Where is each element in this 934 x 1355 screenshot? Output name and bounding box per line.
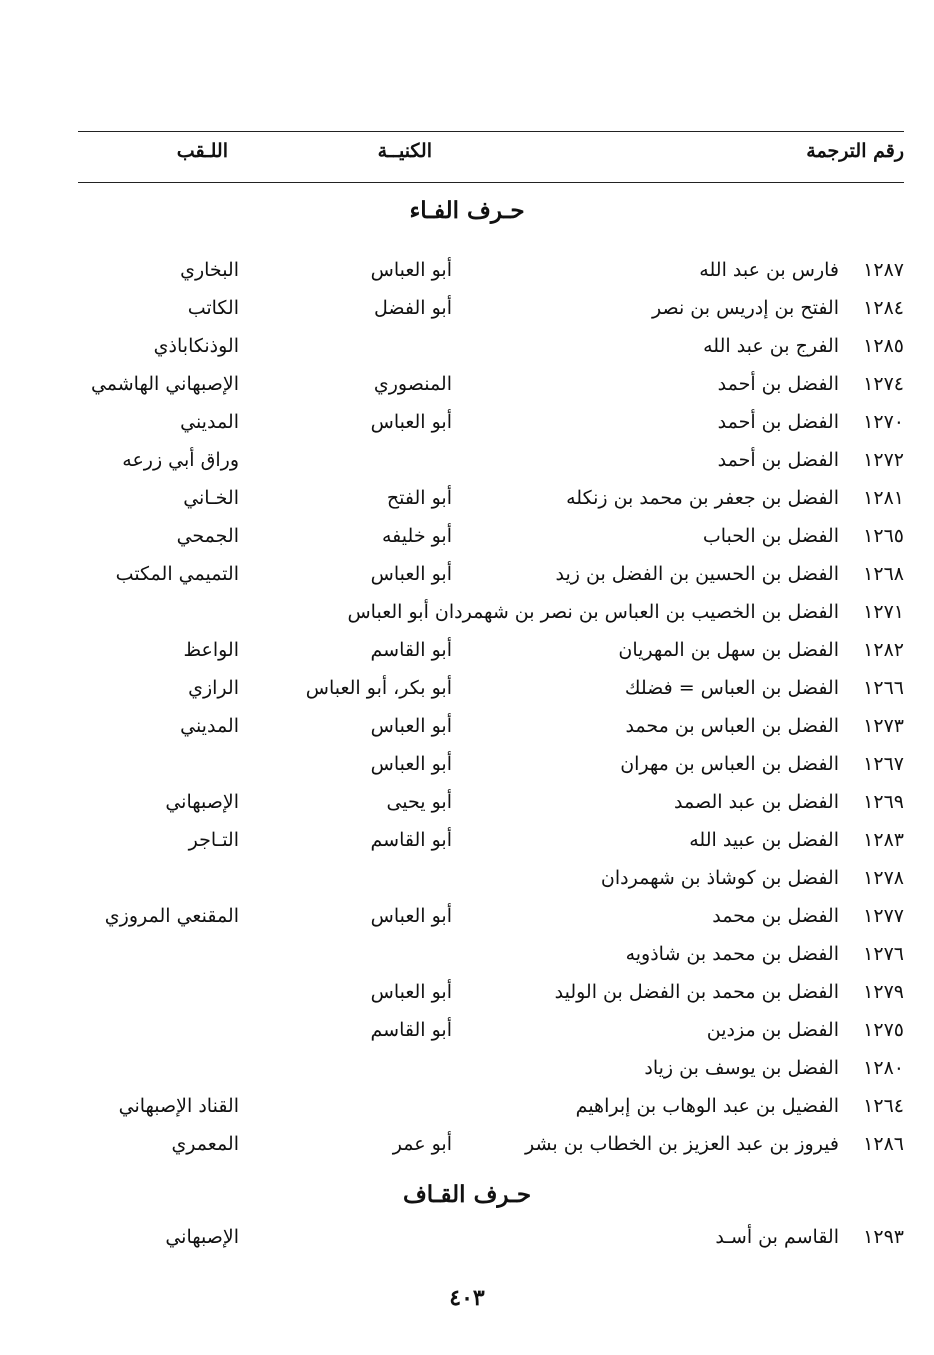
entry-kunya: أبو العباس xyxy=(370,753,452,775)
header-bottom-rule xyxy=(78,182,904,183)
entry-number: ١٢٨٢ xyxy=(863,639,904,661)
entry-laqab: البخاري xyxy=(180,259,239,281)
entry-kunya: أبو القاسم xyxy=(370,1019,452,1041)
entry-name: الفضل بن أحمد xyxy=(717,373,839,395)
entry-number: ١٢٨٦ xyxy=(863,1133,904,1155)
entry-number: ١٢٧٠ xyxy=(863,411,904,433)
entry-kunya: أبو القاسم xyxy=(370,639,452,661)
entry-kunya: أبو العباس xyxy=(370,981,452,1003)
entry-laqab: الكاتب xyxy=(187,297,239,319)
entry-name: الفرج بن عبد الله xyxy=(703,335,839,357)
entry-name: الفضل بن أحمد xyxy=(717,449,839,471)
entry-number: ١٢٧٥ xyxy=(863,1019,904,1041)
entry-kunya: أبو العباس xyxy=(370,563,452,585)
entry-name: الفضل بن مزدين xyxy=(706,1019,839,1041)
entry-laqab: وراق أبي زرعه xyxy=(122,449,239,471)
entry-number: ١٢٦٨ xyxy=(863,563,904,585)
entry-number: ١٢٧٨ xyxy=(863,867,904,889)
entry-name: الفضل بن محمد xyxy=(712,905,839,927)
page-number: ٤٠٣ xyxy=(449,1285,485,1311)
section-title: حـرف القـاف xyxy=(402,1181,532,1208)
entry-kunya: أبو عمر xyxy=(392,1133,452,1155)
entry-name: الفضل بن الحسين بن الفضل بن زيد xyxy=(555,563,839,585)
entry-number: ١٢٨٧ xyxy=(863,259,904,281)
entry-name: فارس بن عبد الله xyxy=(699,259,839,281)
entry-number: ١٢٨٥ xyxy=(863,335,904,357)
entry-name: الفضل بن الخصيب بن العباس بن نصر بن شهمردان أبو العباس xyxy=(347,601,839,623)
entry-laqab: المديني xyxy=(180,411,239,433)
entry-laqab: المديني xyxy=(180,715,239,737)
entry-number: ١٢٦٦ xyxy=(863,677,904,699)
entry-number: ١٢٦٥ xyxy=(863,525,904,547)
entry-number: ١٢٨٤ xyxy=(863,297,904,319)
entry-name: الفضل بن العباس = فضلك xyxy=(624,677,839,699)
entry-name: الفضل بن عبيد الله xyxy=(689,829,839,851)
entry-number: ١٢٧٩ xyxy=(863,981,904,1003)
entry-laqab: الإصبهاني xyxy=(165,791,239,813)
entry-name: الفضل بن كوشاذ بن شهمردان xyxy=(600,867,839,889)
entry-laqab: الجمحي xyxy=(176,525,239,547)
entry-laqab: التميمي المكتب xyxy=(115,563,239,585)
entry-kunya: أبو العباس xyxy=(370,259,452,281)
entry-name: الفضل بن الحباب xyxy=(702,525,839,547)
entry-name: الفضل بن محمد بن الفضل بن الوليد xyxy=(554,981,839,1003)
entry-kunya: أبو الفضل xyxy=(374,297,452,319)
entry-kunya: أبو القاسم xyxy=(370,829,452,851)
entry-kunya: أبو خليفه xyxy=(382,525,452,547)
header-top-rule xyxy=(78,131,904,132)
entry-name: الفضل بن محمد بن شاذويه xyxy=(625,943,839,965)
entry-name: الفضل بن عبد الصمد xyxy=(674,791,839,813)
entry-name: الفتح بن إدريس بن نصر xyxy=(651,297,839,319)
entry-number: ١٢٨١ xyxy=(863,487,904,509)
header-col-number: رقم الترجمة xyxy=(806,140,904,162)
entry-number: ١٢٦٧ xyxy=(863,753,904,775)
entry-kunya: أبو العباس xyxy=(370,411,452,433)
entry-laqab: الإصبهاني xyxy=(165,1226,239,1248)
entry-laqab: الواعظ xyxy=(183,639,239,661)
entry-laqab: الخـاني xyxy=(183,487,239,509)
section-title: حـرف الفـاء xyxy=(409,197,525,224)
entry-kunya: أبو العباس xyxy=(370,905,452,927)
header-col-kunya: الكنيــة xyxy=(377,140,432,162)
entry-laqab: المعمري xyxy=(171,1133,239,1155)
entry-number: ١٢٦٤ xyxy=(863,1095,904,1117)
entry-number: ١٢٧٦ xyxy=(863,943,904,965)
entry-kunya: أبو العباس xyxy=(370,715,452,737)
entry-laqab: القناد الإصبهاني xyxy=(118,1095,239,1117)
entry-name: الفضل بن العباس بن محمد xyxy=(625,715,839,737)
entry-name: الفضيل بن عبد الوهاب بن إبراهيم xyxy=(575,1095,839,1117)
entry-kunya: المنصوري xyxy=(373,373,452,395)
entry-name: فيروز بن عبد العزيز بن الخطاب بن بشر xyxy=(524,1133,839,1155)
entry-number: ١٢٨٣ xyxy=(863,829,904,851)
entry-laqab: المقنعي المروزي xyxy=(104,905,239,927)
entry-laqab: الوذنكاباذي xyxy=(153,335,239,357)
entry-name: الفضل بن سهل بن المهريان xyxy=(618,639,839,661)
entry-name: الفضل بن أحمد xyxy=(717,411,839,433)
entry-number: ١٢٩٣ xyxy=(863,1226,904,1248)
entry-kunya: أبو يحيى xyxy=(386,791,452,813)
entry-name: الفضل بن يوسف بن زياد xyxy=(644,1057,839,1079)
entry-number: ١٢٨٠ xyxy=(863,1057,904,1079)
entry-laqab: الإصبهاني الهاشمي xyxy=(90,373,239,395)
entry-kunya: أبو الفتح xyxy=(386,487,452,509)
entry-number: ١٢٦٩ xyxy=(863,791,904,813)
entry-number: ١٢٧٧ xyxy=(863,905,904,927)
header-col-laqab: اللـقب xyxy=(176,140,228,162)
entry-number: ١٢٧٤ xyxy=(863,373,904,395)
entry-name: الفضل بن جعفر بن محمد بن زنكله xyxy=(566,487,839,509)
entry-number: ١٢٧٢ xyxy=(863,449,904,471)
entry-laqab: الرازي xyxy=(188,677,239,699)
entry-name: القاسم بن أسـد xyxy=(715,1226,839,1248)
entry-number: ١٢٧١ xyxy=(863,601,904,623)
entry-number: ١٢٧٣ xyxy=(863,715,904,737)
entry-kunya: أبو بكر، أبو العباس xyxy=(305,677,452,699)
entry-laqab: التـاجر xyxy=(188,829,239,851)
entry-name: الفضل بن العباس بن مهران xyxy=(620,753,839,775)
